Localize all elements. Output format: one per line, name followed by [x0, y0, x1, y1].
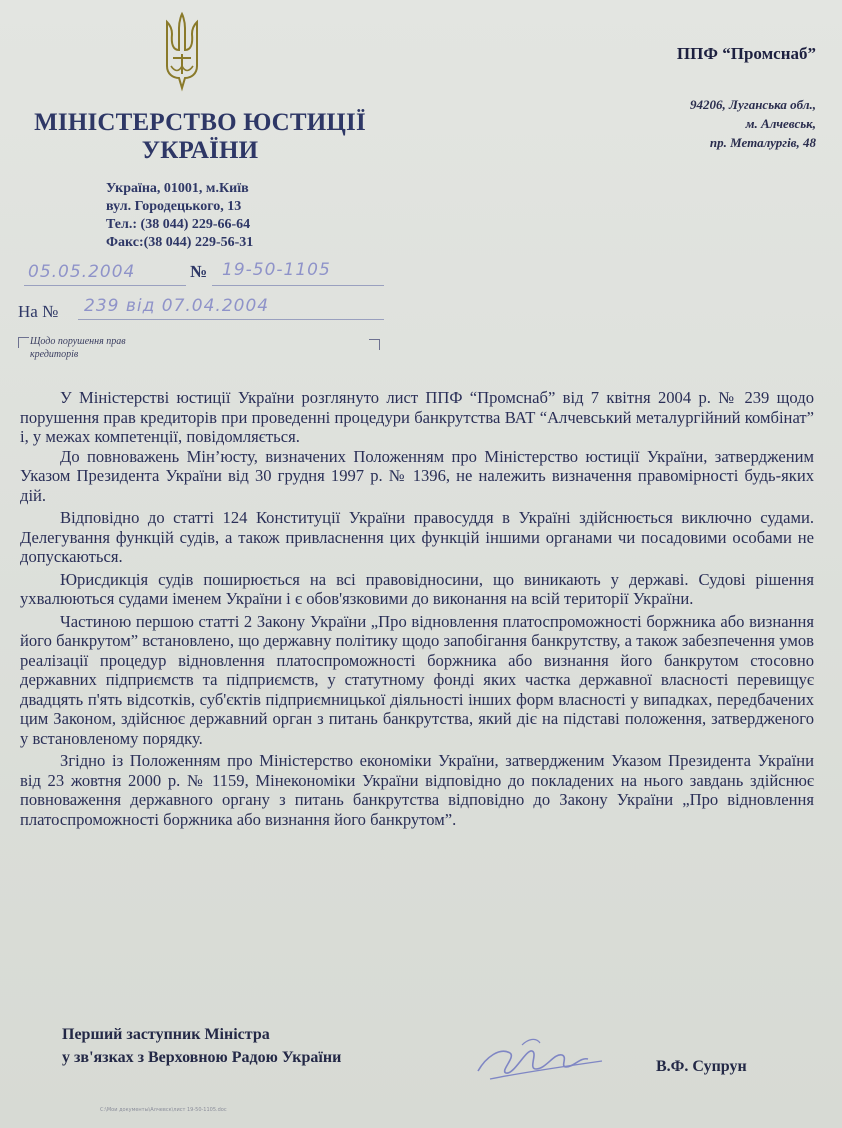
signatory-name: В.Ф. Супрун: [656, 1058, 747, 1075]
subject-line-2: кредиторів: [30, 349, 79, 360]
subject-bracket-right: [369, 339, 380, 350]
recipient-address-line: м. Алчевськ,: [745, 116, 816, 131]
body-paragraph: До повноважень Мін’юсту, визначених Положенням про Міністерство юстиції України, затвердженим Указом Президента України від 30 грудня 1997 р. № 1396, не належить визначення правомірності будь-яких дій.: [20, 446, 814, 505]
outgoing-number-label: №: [190, 262, 208, 281]
recipient-address-line: 94206, Луганська обл.,: [689, 97, 816, 112]
ministry-name-line2: УКРАЇНИ: [141, 137, 259, 164]
body-paragraph: Частиною першою статті 2 Закону України „Про відновлення платоспроможності боржника або визнання його банкрутом” встановлено, що державну політику щодо запобігання банкрутству, а також забезпечення умов реалізації процедур відновлення платоспроможності боржника або визнання його банкрутом стосовно державних підприємств та підприємств, у статутному фонді яких частка державної власності перевищує двадцять п'ять відсотків, суб'єктів підприємницької діяльності інших форм власності у випадках, передбачених цим Законом, здійснює державний орган з питань банкрутства, який діє на підставі положення, затвердженого у встановленому порядку.: [20, 611, 814, 748]
sender-fax: Факс:(38 044) 229-56-31: [106, 235, 254, 250]
handwritten-signature: [470, 1027, 610, 1087]
signatory-title-line2: у зв'язках з Верховною Радою України: [62, 1049, 342, 1066]
sender-address-line: Україна, 01001, м.Київ: [106, 181, 249, 196]
body-paragraph: У Міністерстві юстиції України розглянуто лист ППФ “Промснаб” від 7 квітня 2004 р. № 239 щодо порушення прав кредиторів при проведенні процедури банкрутства ВАТ “Алчевський металургійний комбінат” і, у межах компетенції, повідомляється.: [20, 388, 814, 446]
file-path-footer: C:\Мои документы\Алчевск\лист 19-50-1105.doc: [100, 1107, 227, 1113]
body-paragraph: Відповідно до статті 124 Конституції України правосуддя в Україні здійснюється виключно судами. Делегування функцій судів, а також привласнення цих функцій іншими органами чи посадовими особами не допускаються.: [20, 508, 814, 566]
outgoing-date: 05.05.2004: [28, 262, 136, 282]
body-paragraph: Згідно із Положенням про Міністерство економіки України, затвердженим Указом Президента України від 23 жовтня 2000 р. № 1159, Мінекономіки України відповідно до покладених на нього завдань здійснює повноваження державного органу з питань банкрутства відповідно до Закону України „Про відновлення платоспроможності боржника або визнання його банкрутом”.: [20, 751, 814, 829]
sender-phone: Тел.: (38 044) 229-66-64: [106, 217, 251, 232]
trident-emblem-icon: [163, 10, 201, 96]
subject-line: [30, 335, 126, 361]
subject-line-1: Щодо порушення прав: [30, 336, 126, 347]
date-underline: [24, 285, 186, 286]
reply-to-label: На №: [18, 302, 59, 321]
letter-body: [20, 388, 814, 829]
signatory-title-line1: Перший заступник Міністра: [62, 1026, 270, 1043]
ministry-name-line1: МІНІСТЕРСТВО ЮСТИЦІЇ: [34, 109, 366, 136]
number-underline: [212, 285, 384, 286]
outgoing-number: 19-50-1105: [222, 260, 331, 280]
reply-underline: [78, 319, 384, 320]
recipient-name: ППФ “Промснаб”: [676, 44, 816, 63]
sender-address-line: вул. Городецького, 13: [106, 199, 242, 214]
reply-to-value: 239 від 07.04.2004: [84, 296, 270, 316]
recipient-address-line: пр. Металургів, 48: [709, 135, 816, 150]
body-paragraph: Юрисдикція судів поширюється на всі правовідносини, що виникають у державі. Судові рішення ухвалюються судами іменем України і є обов'язковими до виконання на всій території України.: [20, 569, 814, 608]
subject-bracket-left: [18, 337, 29, 348]
